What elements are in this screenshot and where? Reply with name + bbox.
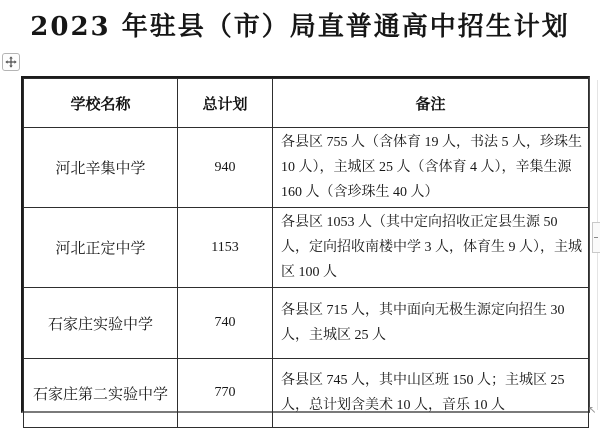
remark-cell: 各县区 745 人，其中山区班 150 人；主城区 25 人，总计划含美术 10 人，音乐 10 人 (273, 359, 589, 428)
remark-cell: 各县区 1053 人（其中定向招收正定县生源 50 人，定向招收南楼中学 3 人，体育生 9 人），主城区 100 人 (273, 208, 589, 288)
school-name-cell: 石家庄实验中学 (24, 288, 178, 359)
total-plan-cell: 770 (178, 359, 273, 428)
total-plan-cell: 940 (178, 128, 273, 208)
school-name-cell: 河北辛集中学 (24, 128, 178, 208)
table-row (24, 208, 589, 288)
table-row (24, 359, 589, 428)
header-total-plan: 总计划 (178, 79, 273, 128)
cursor-arrow-icon: ↖ (588, 405, 597, 416)
table-row (24, 288, 589, 359)
school-name-cell: 河北正定中学 (24, 208, 178, 288)
remark-cell: 各县区 715 人，其中面向无极生源定向招生 30 人，主城区 25 人 (273, 288, 589, 359)
header-school-name: 学校名称 (24, 79, 178, 128)
remark-cell: 各县区 755 人（含体育 19 人，书法 5 人，珍珠生 10 人），主城区 25 人（含体育 4 人），辛集生源 160 人（含珍珠生 40 人） (273, 128, 589, 208)
table-row (24, 128, 589, 208)
header-remark: 备注 (273, 79, 589, 128)
page-title: 2023 年驻县（市）局直普通高中招生计划 (30, 12, 570, 42)
move-icon (5, 56, 17, 68)
school-name-cell: 石家庄第二实验中学 (24, 359, 178, 428)
table-move-handle[interactable] (2, 53, 20, 71)
total-plan-cell: 740 (178, 288, 273, 359)
scrollbar-fragment[interactable] (592, 222, 600, 253)
table-header-row (24, 79, 589, 128)
scrollbar-dash-icon (594, 237, 598, 238)
total-plan-cell: 1153 (178, 208, 273, 288)
enrollment-table (21, 76, 590, 413)
